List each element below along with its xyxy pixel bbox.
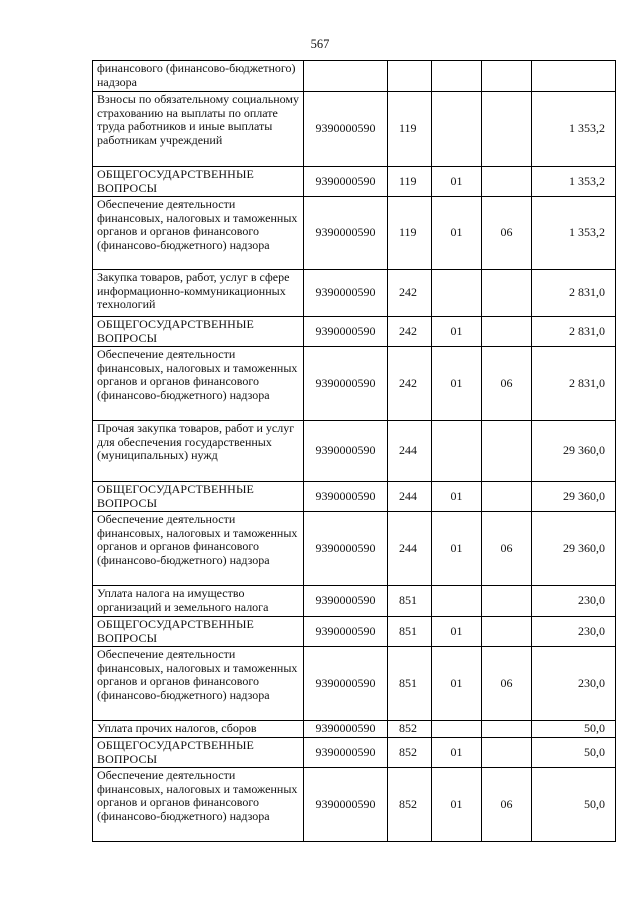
item-name <box>93 92 304 167</box>
vr-code: 851 <box>388 586 432 617</box>
rz-code <box>432 586 482 617</box>
item-name-text: Обеспечение деятельности финансовых, налоговых и таможенных органов и органов финансового (финансово-бюджетного) надзора <box>97 347 298 402</box>
table-row <box>93 768 616 842</box>
item-name-text: Обеспечение деятельности финансовых, налоговых и таможенных органов и органов финансового (финансово-бюджетного) надзора <box>97 768 298 823</box>
item-name <box>93 586 304 617</box>
pr-code <box>482 738 532 768</box>
rz-code: 01 <box>432 768 482 842</box>
pr-code: 06 <box>482 768 532 842</box>
pr-code <box>482 61 532 92</box>
item-name <box>93 197 304 270</box>
csr-code <box>304 61 388 92</box>
rz-code <box>432 721 482 738</box>
pr-code <box>482 721 532 738</box>
vr-code: 242 <box>388 270 432 317</box>
item-name <box>93 721 304 738</box>
rz-code <box>432 92 482 167</box>
vr-code: 851 <box>388 617 432 647</box>
amount: 2 831,0 <box>532 270 616 317</box>
csr-code: 9390000590 <box>304 92 388 167</box>
vr-code: 119 <box>388 197 432 270</box>
pr-code: 06 <box>482 347 532 421</box>
item-name <box>93 347 304 421</box>
item-name-text: ОБЩЕГОСУДАРСТВЕННЫЕ ВОПРОСЫ <box>97 167 254 195</box>
rz-code: 01 <box>432 167 482 197</box>
pr-code <box>482 317 532 347</box>
amount: 29 360,0 <box>532 482 616 512</box>
pr-code: 06 <box>482 512 532 586</box>
pr-code <box>482 617 532 647</box>
vr-code: 852 <box>388 768 432 842</box>
item-name-text: Уплата прочих налогов, сборов <box>97 721 257 735</box>
item-name-text: финансового (финансово-бюджетного) надзора <box>97 61 296 89</box>
table-row <box>93 421 616 482</box>
amount: 29 360,0 <box>532 512 616 586</box>
item-name-text: ОБЩЕГОСУДАРСТВЕННЫЕ ВОПРОСЫ <box>97 738 254 766</box>
table-row <box>93 738 616 768</box>
item-name <box>93 61 304 92</box>
table-row <box>93 197 616 270</box>
table-row <box>93 270 616 317</box>
rz-code: 01 <box>432 738 482 768</box>
table-row <box>93 167 616 197</box>
csr-code: 9390000590 <box>304 317 388 347</box>
item-name-text: ОБЩЕГОСУДАРСТВЕННЫЕ ВОПРОСЫ <box>97 617 254 645</box>
amount: 230,0 <box>532 617 616 647</box>
item-name <box>93 482 304 512</box>
item-name <box>93 512 304 586</box>
csr-code: 9390000590 <box>304 617 388 647</box>
table-row <box>93 92 616 167</box>
csr-code: 9390000590 <box>304 167 388 197</box>
amount: 1 353,2 <box>532 92 616 167</box>
pr-code <box>482 270 532 317</box>
item-name <box>93 317 304 347</box>
table-row <box>93 721 616 738</box>
rz-code: 01 <box>432 482 482 512</box>
item-name-text: ОБЩЕГОСУДАРСТВЕННЫЕ ВОПРОСЫ <box>97 317 254 345</box>
csr-code: 9390000590 <box>304 421 388 482</box>
vr-code <box>388 61 432 92</box>
page-number: 567 <box>310 37 330 51</box>
item-name-text: Взносы по обязательному социальному страхованию на выплаты по оплате труда работников и иные выплаты работникам учреждений <box>97 92 300 147</box>
pr-code <box>482 167 532 197</box>
amount: 2 831,0 <box>532 347 616 421</box>
pr-code: 06 <box>482 197 532 270</box>
amount: 29 360,0 <box>532 421 616 482</box>
amount: 1 353,2 <box>532 197 616 270</box>
vr-code: 242 <box>388 317 432 347</box>
vr-code: 242 <box>388 347 432 421</box>
item-name-text: Прочая закупка товаров, работ и услуг для обеспечения государственных (муниципальных) нужд <box>97 421 295 463</box>
table-row <box>93 347 616 421</box>
csr-code: 9390000590 <box>304 197 388 270</box>
csr-code: 9390000590 <box>304 738 388 768</box>
pr-code: 06 <box>482 647 532 721</box>
amount: 1 353,2 <box>532 167 616 197</box>
table-row <box>93 482 616 512</box>
budget-table <box>92 60 616 842</box>
amount: 230,0 <box>532 647 616 721</box>
item-name <box>93 647 304 721</box>
item-name <box>93 167 304 197</box>
table-row <box>93 647 616 721</box>
amount: 50,0 <box>532 768 616 842</box>
amount: 230,0 <box>532 586 616 617</box>
pr-code <box>482 421 532 482</box>
pr-code <box>482 586 532 617</box>
rz-code <box>432 421 482 482</box>
pr-code <box>482 482 532 512</box>
item-name-text: Уплата налога на имущество организаций и земельного налога <box>97 586 269 614</box>
table-row <box>93 512 616 586</box>
item-name <box>93 270 304 317</box>
csr-code: 9390000590 <box>304 721 388 738</box>
table-row <box>93 617 616 647</box>
vr-code: 852 <box>388 738 432 768</box>
item-name <box>93 768 304 842</box>
item-name <box>93 617 304 647</box>
amount <box>532 61 616 92</box>
csr-code: 9390000590 <box>304 347 388 421</box>
rz-code: 01 <box>432 347 482 421</box>
budget-table-body <box>93 61 616 842</box>
vr-code: 244 <box>388 512 432 586</box>
table-row <box>93 586 616 617</box>
item-name <box>93 421 304 482</box>
vr-code: 244 <box>388 421 432 482</box>
csr-code: 9390000590 <box>304 482 388 512</box>
rz-code: 01 <box>432 197 482 270</box>
table-row <box>93 61 616 92</box>
rz-code: 01 <box>432 512 482 586</box>
rz-code: 01 <box>432 647 482 721</box>
amount: 2 831,0 <box>532 317 616 347</box>
item-name <box>93 738 304 768</box>
amount: 50,0 <box>532 721 616 738</box>
pr-code <box>482 92 532 167</box>
vr-code: 851 <box>388 647 432 721</box>
rz-code: 01 <box>432 617 482 647</box>
rz-code <box>432 270 482 317</box>
item-name-text: Обеспечение деятельности финансовых, налоговых и таможенных органов и органов финансового (финансово-бюджетного) надзора <box>97 197 298 252</box>
csr-code: 9390000590 <box>304 270 388 317</box>
rz-code <box>432 61 482 92</box>
item-name-text: ОБЩЕГОСУДАРСТВЕННЫЕ ВОПРОСЫ <box>97 482 254 510</box>
table-row <box>93 317 616 347</box>
item-name-text: Обеспечение деятельности финансовых, налоговых и таможенных органов и органов финансового (финансово-бюджетного) надзора <box>97 647 298 702</box>
csr-code: 9390000590 <box>304 647 388 721</box>
vr-code: 119 <box>388 92 432 167</box>
vr-code: 119 <box>388 167 432 197</box>
item-name-text: Закупка товаров, работ, услуг в сфере информационно-коммуникационных технологий <box>97 270 290 312</box>
rz-code: 01 <box>432 317 482 347</box>
vr-code: 244 <box>388 482 432 512</box>
csr-code: 9390000590 <box>304 768 388 842</box>
amount: 50,0 <box>532 738 616 768</box>
csr-code: 9390000590 <box>304 586 388 617</box>
csr-code: 9390000590 <box>304 512 388 586</box>
item-name-text: Обеспечение деятельности финансовых, налоговых и таможенных органов и органов финансового (финансово-бюджетного) надзора <box>97 512 298 567</box>
vr-code: 852 <box>388 721 432 738</box>
